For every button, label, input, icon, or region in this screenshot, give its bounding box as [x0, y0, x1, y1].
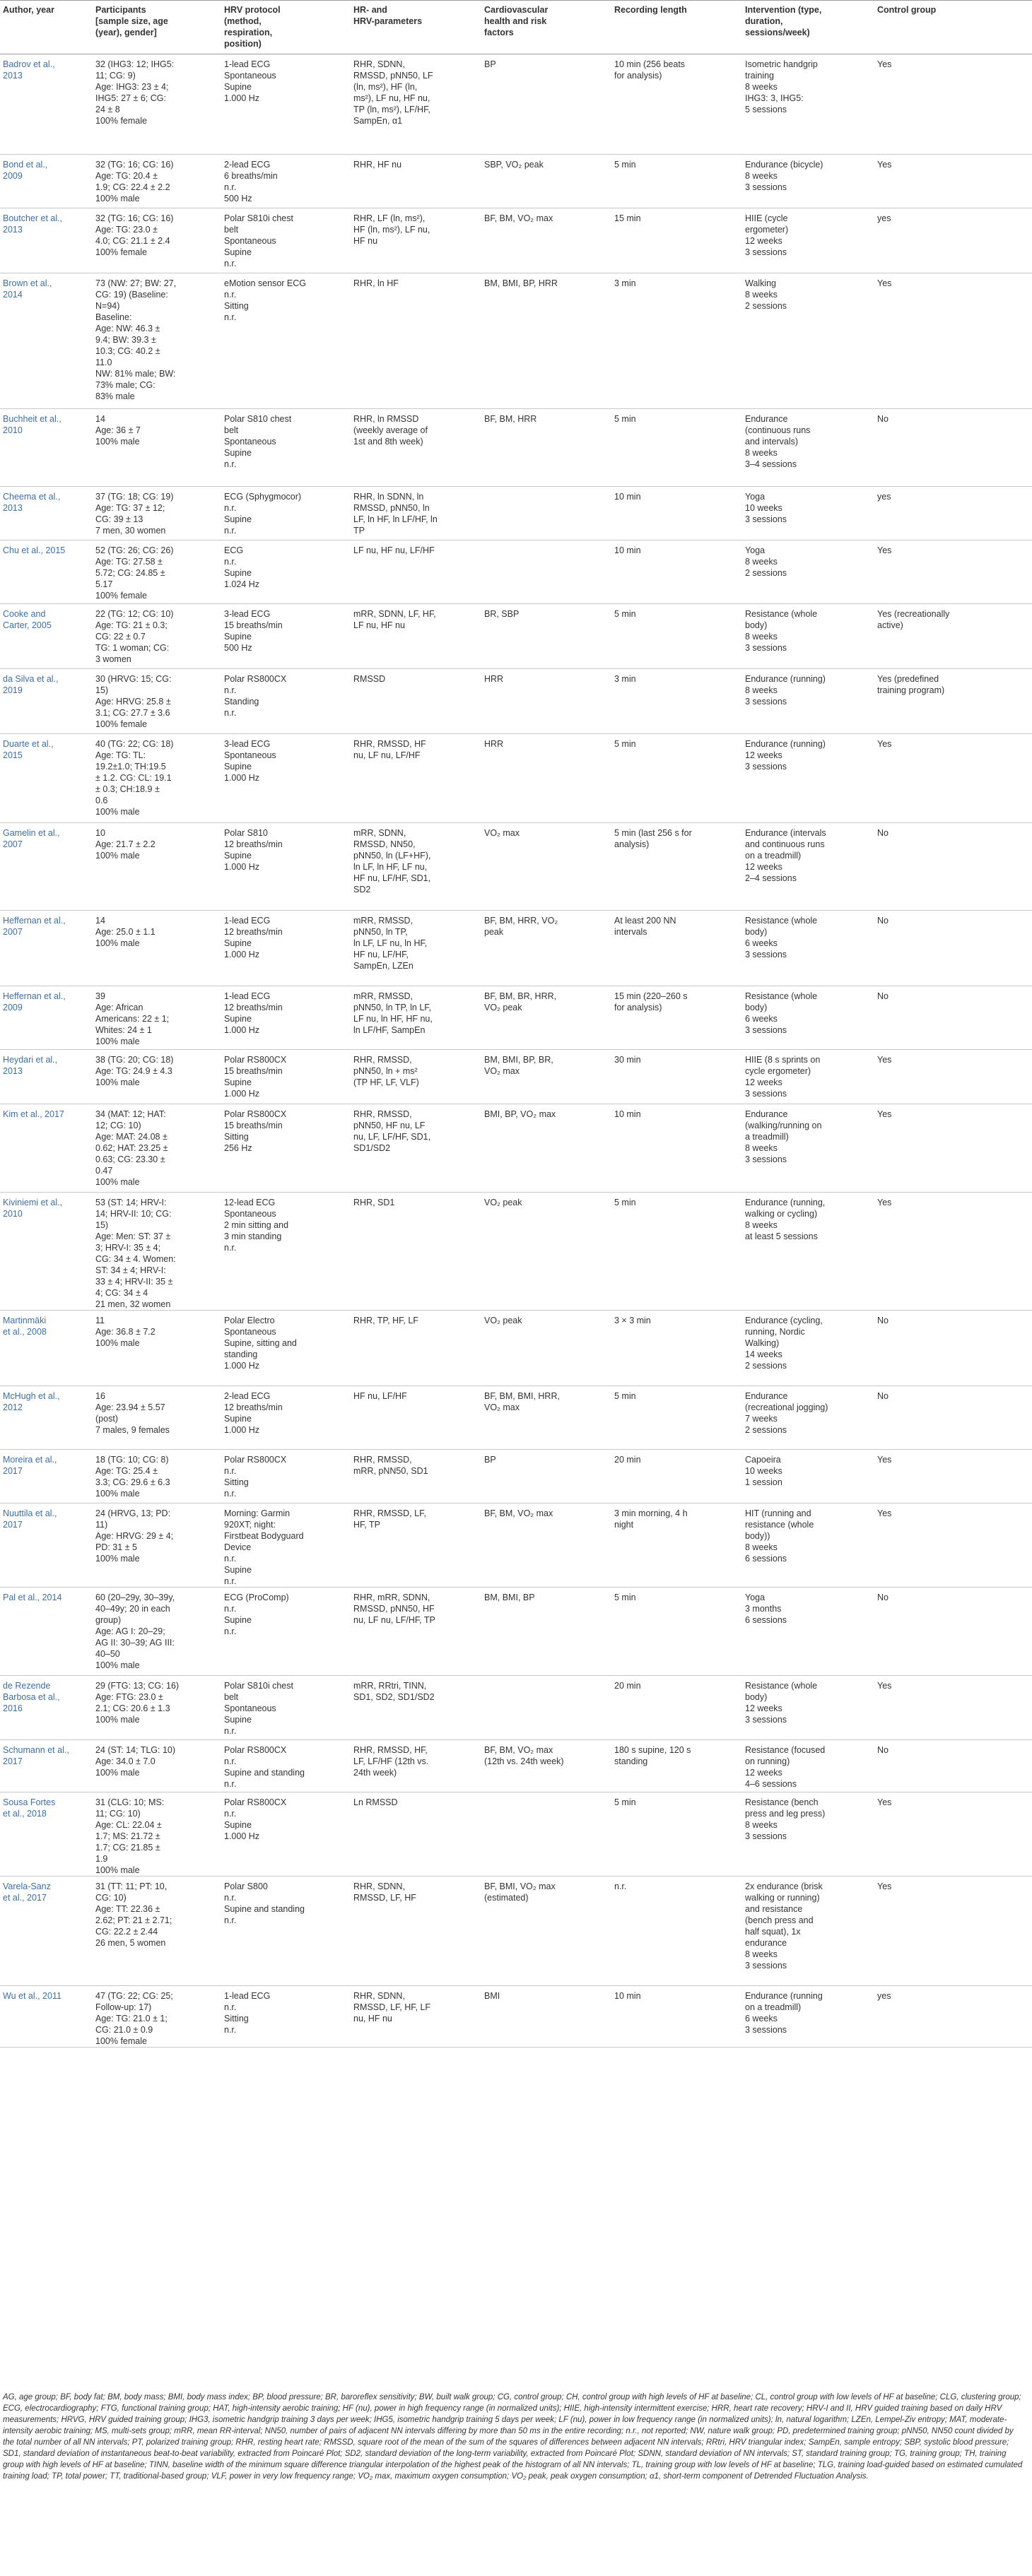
cell-recording: 10 min [611, 1986, 742, 2048]
cell-cardio: BF, BM, VO₂ max [481, 208, 611, 273]
table-row [0, 273, 1032, 409]
cell-control: yes [874, 487, 1032, 540]
cell-params: mRR, RRtri, TINN, SD1, SD2, SD1/SD2 [351, 1676, 481, 1740]
cell-intervention: Endurance (walking/running on a treadmill) 8 weeks 3 sessions [742, 1104, 874, 1193]
cell-cardio: BF, BM, BR, HRR, VO₂ peak [481, 986, 611, 1050]
cell-author: Pal et al., 2014 [0, 1588, 93, 1676]
cell-control: Yes [874, 1104, 1032, 1193]
cell-cardio: BF, BM, HRR [481, 409, 611, 487]
table-row [0, 155, 1032, 208]
cell-cardio: VO₂ max [481, 823, 611, 911]
cell-protocol: ECG (Sphygmocor) n.r. Supine n.r. [221, 487, 351, 540]
cell-params: mRR, SDNN, LF, HF, LF nu, HF nu [351, 604, 481, 669]
cell-cardio [481, 1676, 611, 1740]
cell-author: Wu et al., 2011 [0, 1986, 93, 2048]
cell-participants: 32 (IHG3: 12; IHG5: 11; CG: 9) Age: IHG3: 23 ± 4; IHG5: 27 ± 6; CG: 24 ± 8 100% female [93, 54, 221, 155]
cell-cardio [481, 487, 611, 540]
cell-author: Duarte et al., 2015 [0, 734, 93, 823]
cell-control: Yes [874, 1050, 1032, 1104]
cell-control: Yes [874, 273, 1032, 409]
cell-cardio: BMI [481, 1986, 611, 2048]
cell-protocol: Polar RS800CX n.r. Sitting n.r. [221, 1450, 351, 1503]
table-row [0, 1193, 1032, 1311]
cell-params: HF nu, LF/HF [351, 1386, 481, 1450]
cell-cardio: BMI, BP, VO₂ max [481, 1104, 611, 1193]
table-row [0, 1450, 1032, 1503]
cell-cardio: BP [481, 1450, 611, 1503]
cell-params: RHR, RMSSD, pNN50, ln + ms² (TP HF, LF, VLF) [351, 1050, 481, 1104]
cell-params: Ln RMSSD [351, 1792, 481, 1877]
cell-recording: 20 min [611, 1676, 742, 1740]
cell-recording: 5 min [611, 1588, 742, 1676]
cell-author: da Silva et al., 2019 [0, 669, 93, 734]
cell-protocol: Polar S810i chest belt Spontaneous Supine n.r. [221, 1676, 351, 1740]
cell-control: No [874, 1588, 1032, 1676]
cell-protocol: 12-lead ECG Spontaneous 2 min sitting and 3 min standing n.r. [221, 1193, 351, 1311]
cell-protocol: Morning: Garmin 920XT; night: Firstbeat Bodyguard Device n.r. Supine n.r. [221, 1503, 351, 1588]
cell-author: Brown et al., 2014 [0, 273, 93, 409]
header-hrv-protocol: HRV protocol (method, respiration, position) [221, 0, 351, 54]
cell-recording: 20 min [611, 1450, 742, 1503]
header-cardiovascular: Cardiovascular health and risk factors [481, 0, 611, 54]
cell-author: McHugh et al., 2012 [0, 1386, 93, 1450]
cell-control: Yes (recreationally active) [874, 604, 1032, 669]
header-author: Author, year [0, 0, 93, 54]
cell-params: RHR, RMSSD, pNN50, HF nu, LF nu, LF, LF/HF, SD1, SD1/SD2 [351, 1104, 481, 1193]
cell-participants: 34 (MAT: 12; HAT: 12; CG: 10) Age: MAT: 24.08 ± 0.62; HAT: 23.25 ± 0.63; CG: 23.30 ± 0.47 100% male [93, 1104, 221, 1193]
cell-params: RHR, ln SDNN, ln RMSSD, pNN50, ln LF, ln HF, ln LF/HF, ln TP [351, 487, 481, 540]
table-row [0, 1676, 1032, 1740]
cell-protocol: 1-lead ECG n.r. Sitting n.r. [221, 1986, 351, 2048]
cell-protocol: eMotion sensor ECG n.r. Sitting n.r. [221, 273, 351, 409]
table-row [0, 1986, 1032, 2048]
cell-intervention: Resistance (whole body) 8 weeks 3 sessions [742, 604, 874, 669]
cell-protocol: Polar RS800CX n.r. Standing n.r. [221, 669, 351, 734]
cell-author: Martinmäki et al., 2008 [0, 1311, 93, 1386]
cell-recording: 30 min [611, 1050, 742, 1104]
cell-intervention: Endurance (recreational jogging) 7 weeks 2 sessions [742, 1386, 874, 1450]
cell-intervention: Endurance (bicycle) 8 weeks 3 sessions [742, 155, 874, 208]
cell-params: RHR, SDNN, RMSSD, LF, HF [351, 1877, 481, 1986]
cell-author: Buchheit et al., 2010 [0, 409, 93, 487]
cell-params: RHR, LF (ln, ms²), HF (ln, ms²), LF nu, HF nu [351, 208, 481, 273]
cell-protocol: 1-lead ECG Spontaneous Supine 1.000 Hz [221, 54, 351, 155]
cell-control: No [874, 911, 1032, 986]
cell-participants: 24 (ST: 14; TLG: 10) Age: 34.0 ± 7.0 100% male [93, 1740, 221, 1792]
cell-recording: 5 min [611, 1386, 742, 1450]
cell-participants: 39 Age: African Americans: 22 ± 1; Whites: 24 ± 1 100% male [93, 986, 221, 1050]
cell-author: Chu et al., 2015 [0, 540, 93, 604]
cell-cardio: VO₂ peak [481, 1311, 611, 1386]
cell-recording: 10 min [611, 540, 742, 604]
cell-params: RHR, TP, HF, LF [351, 1311, 481, 1386]
table-row [0, 208, 1032, 273]
cell-protocol: 1-lead ECG 12 breaths/min Supine 1.000 Hz [221, 986, 351, 1050]
cell-control: No [874, 1386, 1032, 1450]
cell-participants: 24 (HRVG, 13; PD: 11) Age: HRVG: 29 ± 4; PD: 31 ± 5 100% male [93, 1503, 221, 1588]
cell-participants: 38 (TG: 20; CG: 18) Age: TG: 24.9 ± 4.3 100% male [93, 1050, 221, 1104]
cell-intervention: HIIE (8 s sprints on cycle ergometer) 12 weeks 3 sessions [742, 1050, 874, 1104]
cell-intervention: Endurance (running, walking or cycling) 8 weeks at least 5 sessions [742, 1193, 874, 1311]
cell-author: Nuuttila et al., 2017 [0, 1503, 93, 1588]
cell-intervention: Endurance (running) 12 weeks 3 sessions [742, 734, 874, 823]
header-participants: Participants [sample size, age (year), gender] [93, 0, 221, 54]
cell-author: Kim et al., 2017 [0, 1104, 93, 1193]
header-parameters: HR- and HRV-parameters [351, 0, 481, 54]
cell-participants: 53 (ST: 14; HRV-I: 14; HRV-II: 10; CG: 15) Age: Men: ST: 37 ± 3; HRV-I: 35 ± 4; CG: 34 ± 4. Women: ST: 34 ± 4; HRV-I: 33 ± 4; HRV-II: 35 ± 4; CG: 34 ± 4 21 men, 32 women [93, 1193, 221, 1311]
cell-cardio: BF, BM, BMI, HRR, VO₂ max [481, 1386, 611, 1450]
cell-intervention: Capoeira 10 weeks 1 session [742, 1450, 874, 1503]
table-row [0, 1386, 1032, 1450]
cell-intervention: Resistance (whole body) 6 weeks 3 sessions [742, 986, 874, 1050]
cell-params: RHR, SDNN, RMSSD, pNN50, LF (ln, ms²), HF (ln, ms²), LF nu, HF nu, TP (ln, ms²), LF/HF, SampEn, α1 [351, 54, 481, 155]
table-row [0, 911, 1032, 986]
cell-params: RHR, RMSSD, LF, HF, TP [351, 1503, 481, 1588]
cell-cardio: BF, BM, VO₂ max (12th vs. 24th week) [481, 1740, 611, 1792]
cell-cardio: BM, BMI, BP [481, 1588, 611, 1676]
cell-participants: 47 (TG: 22; CG: 25; Follow-up: 17) Age: TG: 21.0 ± 1; CG: 21.0 ± 0.9 100% female [93, 1986, 221, 2048]
cell-cardio: HRR [481, 669, 611, 734]
cell-cardio: BM, BMI, BP, HRR [481, 273, 611, 409]
cell-protocol: Polar S810i chest belt Spontaneous Supine n.r. [221, 208, 351, 273]
cell-recording: 5 min [611, 604, 742, 669]
table-row [0, 604, 1032, 669]
table-row [0, 823, 1032, 911]
table-footnote: AG, age group; BF, body fat; BM, body mass; BMI, body mass index; BP, blood pressure; BR, baroreflex sensitivity; BW, built walk group; CG, control group; CH, control group with high levels of HF at baseline; CL, control group with low levels of HF at baseline; CLG, clustering group; ECG, electrocardiography; FTG, functional training group; HAT, high-intensity aerobic training; HF (nu), power in high frequency range (in normalized units); HIIE, high-intensity intermittent exercise; HRR, heart rate recovery; HRV-I and II, HRV guided training based on daily HRV measurements; HRVG, HRV guided training group; IHG3, isometric handgrip training 3 days per week; IHG5, isometric handgrip training 5 days per week; LF (nu), power in low frequency range (in normalized units); ln, natural logarithm; LZEn, Lempel-Ziv entropy; MAT, moderate-intensity aerobic training; MS, multi-sets group; mRR, mean RR-interval; NN50, number of pairs of adjacent NN intervals differing by more than 50 ms in the entire recording; n.r., not reported; NW, nature walk group; PD, predetermined training group; pNN50, NN50 count divided by the total number of all NN intervals; PT, polarized training group; RHR, resting heart rate; RMSSD, square root of the mean of the sum of the squares of differences between adjacent NN intervals; RRtri, HRV triangular index; SampEn, sample entropy; SBP, systolic blood pressure; SD1, standard deviation of instantaneous beat-to-beat variability, extracted from Poincaré Plot; SD2, standard deviation of the long-term variability, extracted from Poincaré Plot; SDNN, standard deviation of NN intervals; ST, standard training group; TG, training group; TH, training group with high levels of HF at baseline; TINN, baseline width of the minimum square difference triangular interpolation of the highest peak of the histogram of all NN intervals; TL, training group with low levels of HF at baseline; TLG, training load-guided based on estimated cumulated training load; TP, total power; TT, traditional-based group; VLF, power in very low frequency range; VO₂ max, maximum oxygen consumption; VO₂ peak, peak oxygen consumption; α1, short-term component of Detrended Fluctuation Analysis. [3, 2393, 1023, 2481]
table-row [0, 1877, 1032, 1986]
cell-cardio: BM, BMI, BP, BR, VO₂ max [481, 1050, 611, 1104]
cell-participants: 10 Age: 21.7 ± 2.2 100% male [93, 823, 221, 911]
cell-cardio: HRR [481, 734, 611, 823]
cell-author: Kiviniemi et al., 2010 [0, 1193, 93, 1311]
cell-recording: 5 min [611, 1193, 742, 1311]
cell-participants: 73 (NW: 27; BW: 27, CG: 19) (Baseline: N=94) Baseline: Age: NW: 46.3 ± 9.4; BW: 39.3 ± 10.3; CG: 40.2 ± 11.0 NW: 81% male; BW: 73% male; CG: 83% male [93, 273, 221, 409]
cell-control: No [874, 823, 1032, 911]
cell-control: Yes (predefined training program) [874, 669, 1032, 734]
table-row [0, 1311, 1032, 1386]
cell-participants: 11 Age: 36.8 ± 7.2 100% male [93, 1311, 221, 1386]
cell-control: No [874, 1311, 1032, 1386]
cell-params: RMSSD [351, 669, 481, 734]
cell-protocol: Polar S810 chest belt Spontaneous Supine n.r. [221, 409, 351, 487]
cell-recording: 3 min morning, 4 h night [611, 1503, 742, 1588]
cell-participants: 60 (20–29y, 30–39y, 40–49y; 20 in each group) Age: AG I: 20–29; AG II: 30–39; AG III: 40–50 100% male [93, 1588, 221, 1676]
cell-recording: 10 min [611, 487, 742, 540]
cell-protocol: Polar S800 n.r. Supine and standing n.r. [221, 1877, 351, 1986]
cell-intervention: Endurance (running) 8 weeks 3 sessions [742, 669, 874, 734]
cell-protocol: 2-lead ECG 12 breaths/min Supine 1.000 Hz [221, 1386, 351, 1450]
cell-recording: 5 min [611, 734, 742, 823]
cell-params: RHR, RMSSD, mRR, pNN50, SD1 [351, 1450, 481, 1503]
cell-control: No [874, 986, 1032, 1050]
cell-intervention: Endurance (continuous runs and intervals) 8 weeks 3–4 sessions [742, 409, 874, 487]
cell-protocol: ECG n.r. Supine 1.024 Hz [221, 540, 351, 604]
cell-recording: 5 min (last 256 s for analysis) [611, 823, 742, 911]
cell-participants: 40 (TG: 22; CG: 18) Age: TG: TL: 19.2±1.0; TH:19.5 ± 1.2. CG: CL: 19.1 ± 0.3; CH:18.9 ± 0.6 100% male [93, 734, 221, 823]
cell-control: Yes [874, 54, 1032, 155]
table-row [0, 734, 1032, 823]
cell-author: Varela-Sanz et al., 2017 [0, 1877, 93, 1986]
cell-params: RHR, HF nu [351, 155, 481, 208]
table-row [0, 1740, 1032, 1792]
cell-recording: 180 s supine, 120 s standing [611, 1740, 742, 1792]
cell-author: de Rezende Barbosa et al., 2016 [0, 1676, 93, 1740]
cell-cardio: BR, SBP [481, 604, 611, 669]
cell-params: RHR, ln RMSSD (weekly average of 1st and 8th week) [351, 409, 481, 487]
cell-author: Sousa Fortes et al., 2018 [0, 1792, 93, 1877]
cell-participants: 52 (TG: 26; CG: 26) Age: TG: 27.58 ± 5.72; CG: 24.85 ± 5.17 100% female [93, 540, 221, 604]
table-row [0, 1792, 1032, 1877]
cell-control: Yes [874, 540, 1032, 604]
cell-author: Bond et al., 2009 [0, 155, 93, 208]
cell-recording: 15 min (220–260 s for analysis) [611, 986, 742, 1050]
cell-intervention: Yoga 8 weeks 2 sessions [742, 540, 874, 604]
cell-intervention: 2x endurance (brisk walking or running) and resistance (bench press and half squat), 1x endurance 8 weeks 3 sessions [742, 1877, 874, 1986]
cell-cardio: VO₂ peak [481, 1193, 611, 1311]
table-row [0, 487, 1032, 540]
cell-participants: 16 Age: 23.94 ± 5.57 (post) 7 males, 9 females [93, 1386, 221, 1450]
cell-params: RHR, SDNN, RMSSD, LF, HF, LF nu, HF nu [351, 1986, 481, 2048]
cell-params: RHR, mRR, SDNN, RMSSD, pNN50, HF nu, LF nu, LF/HF, TP [351, 1588, 481, 1676]
cell-cardio: BF, BM, VO₂ max [481, 1503, 611, 1588]
cell-control: Yes [874, 155, 1032, 208]
cell-recording: 10 min [611, 1104, 742, 1193]
cell-participants: 14 Age: 25.0 ± 1.1 100% male [93, 911, 221, 986]
cell-author: Gamelin et al., 2007 [0, 823, 93, 911]
cell-control: Yes [874, 1792, 1032, 1877]
cell-protocol: 3-lead ECG 15 breaths/min Supine 500 Hz [221, 604, 351, 669]
cell-control: Yes [874, 734, 1032, 823]
cell-control: Yes [874, 1877, 1032, 1986]
cell-participants: 30 (HRVG: 15; CG: 15) Age: HRVG: 25.8 ± 3.1; CG: 27.7 ± 3.6 100% female [93, 669, 221, 734]
cell-participants: 22 (TG: 12; CG: 10) Age: TG: 21 ± 0.3; CG: 22 ± 0.7 TG: 1 woman; CG: 3 women [93, 604, 221, 669]
cell-author: Schumann et al., 2017 [0, 1740, 93, 1792]
cell-protocol: Polar S810 12 breaths/min Supine 1.000 Hz [221, 823, 351, 911]
cell-recording: At least 200 NN intervals [611, 911, 742, 986]
cell-intervention: HIIE (cycle ergometer) 12 weeks 3 sessions [742, 208, 874, 273]
cell-recording: 5 min [611, 409, 742, 487]
cell-params: RHR, RMSSD, HF, LF, LF/HF (12th vs. 24th week) [351, 1740, 481, 1792]
cell-author: Badrov et al., 2013 [0, 54, 93, 155]
cell-intervention: Yoga 3 months 6 sessions [742, 1588, 874, 1676]
cell-intervention: Endurance (intervals and continuous runs on a treadmill) 12 weeks 2–4 sessions [742, 823, 874, 911]
cell-recording: 3 × 3 min [611, 1311, 742, 1386]
cell-protocol: Polar RS800CX n.r. Supine and standing n.r. [221, 1740, 351, 1792]
cell-cardio: SBP, VO₂ peak [481, 155, 611, 208]
cell-recording: 15 min [611, 208, 742, 273]
cell-intervention: Isometric handgrip training 8 weeks IHG3: 3, IHG5: 5 sessions [742, 54, 874, 155]
cell-control: No [874, 409, 1032, 487]
cell-protocol: 1-lead ECG 12 breaths/min Supine 1.000 Hz [221, 911, 351, 986]
cell-intervention: Resistance (bench press and leg press) 8 weeks 3 sessions [742, 1792, 874, 1877]
cell-cardio: BF, BMI, VO₂ max (estimated) [481, 1877, 611, 1986]
cell-intervention: Resistance (whole body) 6 weeks 3 sessions [742, 911, 874, 986]
cell-cardio: BP [481, 54, 611, 155]
cell-participants: 31 (CLG: 10; MS: 11; CG: 10) Age: CL: 22.04 ± 1.7; MS: 21.72 ± 1.7; CG: 21.85 ± 1.9 100% male [93, 1792, 221, 1877]
cell-protocol: 3-lead ECG Spontaneous Supine 1.000 Hz [221, 734, 351, 823]
cell-author: Cheema et al., 2013 [0, 487, 93, 540]
cell-intervention: Resistance (whole body) 12 weeks 3 sessions [742, 1676, 874, 1740]
cell-protocol: 2-lead ECG 6 breaths/min n.r. 500 Hz [221, 155, 351, 208]
cell-protocol: ECG (ProComp) n.r. Supine n.r. [221, 1588, 351, 1676]
cell-participants: 14 Age: 36 ± 7 100% male [93, 409, 221, 487]
cell-control: yes [874, 1986, 1032, 2048]
table-row [0, 54, 1032, 155]
table-row [0, 540, 1032, 604]
cell-control: No [874, 1740, 1032, 1792]
table-row [0, 1503, 1032, 1588]
cell-cardio [481, 540, 611, 604]
cell-control: Yes [874, 1503, 1032, 1588]
cell-recording: 5 min [611, 1792, 742, 1877]
cell-participants: 31 (TT: 11; PT: 10, CG: 10) Age: TT: 22.36 ± 2.62; PT: 21 ± 2.71; CG: 22.2 ± 2.44 26 men, 5 women [93, 1877, 221, 1986]
cell-intervention: HIT (running and resistance (whole body)) 8 weeks 6 sessions [742, 1503, 874, 1588]
cell-participants: 18 (TG: 10; CG: 8) Age: TG: 25.4 ± 3.3; CG: 29.6 ± 6.3 100% male [93, 1450, 221, 1503]
cell-author: Heffernan et al., 2007 [0, 911, 93, 986]
cell-author: Boutcher et al., 2013 [0, 208, 93, 273]
header-recording-length: Recording length [611, 0, 742, 54]
table-row [0, 986, 1032, 1050]
cell-protocol: Polar RS800CX 15 breaths/min Supine 1.000 Hz [221, 1050, 351, 1104]
cell-recording: 10 min (256 beats for analysis) [611, 54, 742, 155]
table-row [0, 1050, 1032, 1104]
cell-control: Yes [874, 1193, 1032, 1311]
cell-control: Yes [874, 1450, 1032, 1503]
cell-params: LF nu, HF nu, LF/HF [351, 540, 481, 604]
cell-params: mRR, SDNN, RMSSD, NN50, pNN50, ln (LF+HF), ln LF, ln HF, LF nu, HF nu, LF/HF, SD1, SD2 [351, 823, 481, 911]
cell-intervention: Endurance (cycling, running, Nordic Walking) 14 weeks 2 sessions [742, 1311, 874, 1386]
cell-protocol: Polar RS800CX 15 breaths/min Sitting 256 Hz [221, 1104, 351, 1193]
cell-cardio: BF, BM, HRR, VO₂ peak [481, 911, 611, 986]
cell-participants: 29 (FTG: 13; CG: 16) Age: FTG: 23.0 ± 2.1; CG: 20.6 ± 1.3 100% male [93, 1676, 221, 1740]
cell-intervention: Walking 8 weeks 2 sessions [742, 273, 874, 409]
cell-protocol: Polar Electro Spontaneous Supine, sitting and standing 1.000 Hz [221, 1311, 351, 1386]
cell-params: RHR, ln HF [351, 273, 481, 409]
cell-author: Heydari et al., 2013 [0, 1050, 93, 1104]
cell-participants: 32 (TG: 16; CG: 16) Age: TG: 23.0 ± 4.0; CG: 21.1 ± 2.4 100% female [93, 208, 221, 273]
cell-recording: n.r. [611, 1877, 742, 1986]
cell-participants: 37 (TG: 18; CG: 19) Age: TG: 37 ± 12; CG: 39 ± 13 7 men, 30 women [93, 487, 221, 540]
cell-params: RHR, SD1 [351, 1193, 481, 1311]
cell-author: Heffernan et al., 2009 [0, 986, 93, 1050]
cell-control: yes [874, 208, 1032, 273]
header-intervention: Intervention (type, duration, sessions/week) [742, 0, 874, 54]
cell-params: RHR, RMSSD, HF nu, LF nu, LF/HF [351, 734, 481, 823]
cell-params: mRR, RMSSD, pNN50, ln TP, ln LF, LF nu, ln HF, HF nu, ln LF/HF, SampEn [351, 986, 481, 1050]
table-row [0, 669, 1032, 734]
cell-intervention: Resistance (focused on running) 12 weeks 4–6 sessions [742, 1740, 874, 1792]
cell-recording: 3 min [611, 669, 742, 734]
cell-author: Cooke and Carter, 2005 [0, 604, 93, 669]
cell-author: Moreira et al., 2017 [0, 1450, 93, 1503]
cell-protocol: Polar RS800CX n.r. Supine 1.000 Hz [221, 1792, 351, 1877]
cell-intervention: Yoga 10 weeks 3 sessions [742, 487, 874, 540]
cell-params: mRR, RMSSD, pNN50, ln TP, ln LF, LF nu, ln HF, HF nu, LF/HF, SampEn, LZEn [351, 911, 481, 986]
table-row [0, 409, 1032, 487]
cell-recording: 3 min [611, 273, 742, 409]
table-header-row [0, 0, 1032, 54]
cell-participants: 32 (TG: 16; CG: 16) Age: TG: 20.4 ± 1.9; CG: 22.4 ± 2.2 100% male [93, 155, 221, 208]
header-control-group: Control group [874, 0, 1032, 54]
cell-control: Yes [874, 1676, 1032, 1740]
table-row [0, 1588, 1032, 1676]
cell-intervention: Endurance (running on a treadmill) 6 weeks 3 sessions [742, 1986, 874, 2048]
cell-recording: 5 min [611, 155, 742, 208]
cell-cardio [481, 1792, 611, 1877]
table-row [0, 1104, 1032, 1193]
